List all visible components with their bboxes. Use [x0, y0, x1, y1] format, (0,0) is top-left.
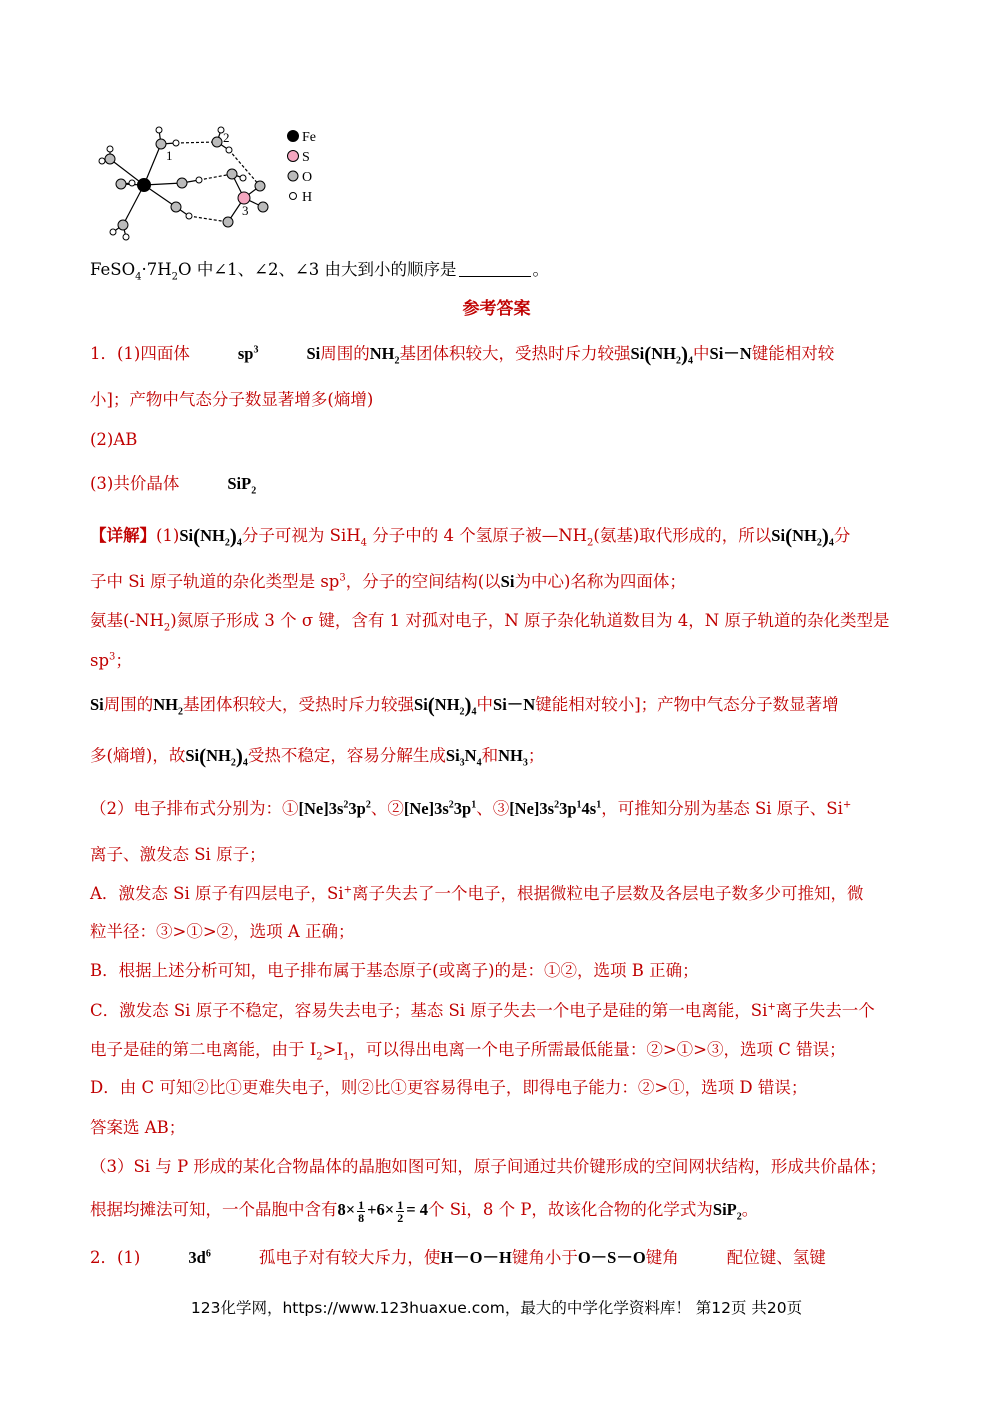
legend-s-marker	[288, 151, 299, 162]
page-footer: 123化学网，https://www.123huaxue.com，最大的中学化学资料库！ 第12页 共20页	[190, 1299, 803, 1317]
legend-fe-marker	[288, 131, 299, 142]
angle-label-3: 3	[242, 203, 249, 218]
part2-option-d: D．由 C 可知②比①更难失电子，则②比①更容易得电子，即得电子能力：②>①，选项 D 错误；	[90, 1078, 808, 1097]
detail-line-2: 子中 Si 原子轨道的杂化类型是 $sp^3$，分子的空间结构(以Si为中心)名称为四面体；	[90, 572, 686, 591]
legend-h-marker	[290, 193, 297, 200]
feso4-7h2o-structure-figure	[88, 122, 338, 252]
part2-line-1: （2）电子排布式分别为：$①[Ne]3s^23p^2$、$②[Ne]3s^23p^1$、$③[Ne]3s^23p^14s^1$，可推知分别为基态 Si 原子、Si+	[90, 799, 852, 818]
detail-line-4: $sp^3$；	[90, 651, 132, 670]
part2-option-b: B．根据上述分析可知，电子排布属于基态原子(或离子)的是：①②，选项 B 正确；	[90, 961, 699, 980]
legend-fe-label: Fe	[302, 130, 316, 145]
part2-line-2: 离子、激发态 Si 原子；	[90, 845, 266, 864]
detail-line-6: 多(熵增)，故$Si(NH_2)_4$受热不稳定，容易分解生成$Si_3N_4$和$NH_3$；	[90, 744, 545, 769]
fraction-one-eighth: $\frac{1}{8}$	[358, 1197, 365, 1225]
part2-option-a-line-2: 粒半径：③>①>②，选项 A 正确；	[90, 922, 355, 941]
legend-h-label: H	[302, 190, 313, 205]
answer-1-line-1: 1．(1)四面体 $sp^3$ Si周围的$NH_2$基团体积较大，受热时斥力较强$Si(NH_2)_4$中Si－N键能相对较	[90, 342, 835, 367]
legend-o-label: O	[302, 170, 313, 185]
section-title: 参考答案	[462, 299, 531, 319]
part3-line-2: 根据均摊法可知，一个晶胞中含有8× $\frac{1}{8}$ +6× $\frac{1}{2}$ = 4个 Si，8 个 P，故该化合物的化学式为SiP$_2$。	[90, 1197, 759, 1225]
answer-1-line-2: 小]；产物中气态分子数显著增多(熵增)	[90, 390, 374, 409]
part2-answer: 答案选 AB；	[90, 1118, 186, 1137]
part2-option-c-line-2: 电子是硅的第二电离能，由于 $I_2>I_1$，可以得出电离一个电子所需最低能量：②>①>③，选项 C 错误；	[90, 1040, 846, 1063]
answer-1-part-3: (3)共价晶体 SiP$_2$	[90, 474, 257, 497]
detail-line-1: 【详解】$(1)Si(NH_2)_4$分子可视为 SiH$_4$ 分子中的 4 个氢原子被$—NH_2$(氨基)取代形成的，所以$Si(NH_2)_4$分	[90, 524, 851, 549]
fraction-one-half: $\frac{1}{2}$	[397, 1197, 404, 1225]
angle-label-1: 1	[166, 148, 173, 163]
answer-1-part-2: (2)AB	[90, 430, 138, 449]
part2-option-a-line-1: A．激发态 Si 原子有四层电子，Si+离子失去了一个电子，根据微粒电子层数及各层电子数多少可推知，微	[90, 884, 864, 903]
part3-line-1: （3）Si 与 P 形成的某化合物晶体的晶胞如图可知，原子间通过共价键形成的空间网状结构，形成共价晶体；	[90, 1157, 887, 1176]
detail-line-3: 氨基$(-NH_2)$氮原子形成 3 个 σ 键，含有 1 对孤对电子，N 原子杂化轨道数目为 4，N 原子轨道的杂化类型是	[90, 611, 890, 634]
detail-line-5: Si周围的$NH_2$基团体积较大，受热时斥力较强$Si(NH_2)_4$中Si－N键能相对较小]；产物中气态分子数显著增	[90, 693, 839, 718]
part2-option-c-line-1: C．激发态 Si 原子不稳定，容易失去电子；基态 Si 原子失去一个电子是硅的第一电离能，Si+离子失去一个	[90, 1001, 875, 1020]
question-line: $FeSO_4\cdot 7H_2O$ 中∠1、∠2、∠3 由大到小的顺序是 。	[90, 260, 550, 283]
answer-2-line-1: 2．(1) $3d^6$ 孤电子对有较大斥力，使H－O－H键角小于O－S－O键角 配位键、氢键	[90, 1248, 826, 1267]
legend-o-marker	[288, 171, 298, 181]
answer-blank[interactable]	[459, 261, 531, 277]
angle-label-2: 2	[223, 130, 230, 145]
legend-s-label: S	[302, 150, 310, 165]
